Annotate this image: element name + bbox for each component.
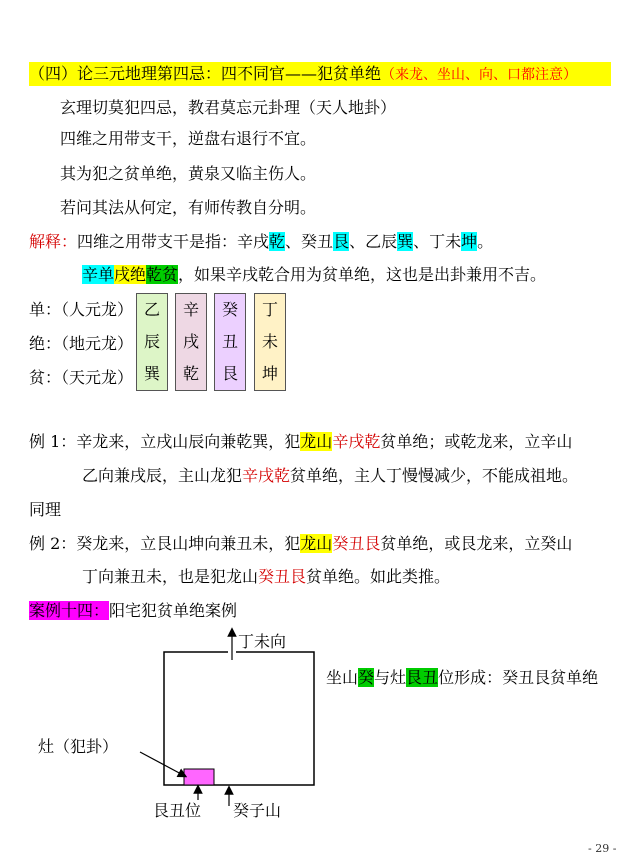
title-main: （四）论三元地理第四忌：四不同官——犯贫单绝 bbox=[29, 64, 382, 83]
explain-line-2: 辛单戌绝乾贫，如果辛戌乾合用为贫单绝，这也是出卦兼用不吉。 bbox=[82, 265, 547, 284]
explain-label: 解释： bbox=[29, 232, 78, 251]
example2-line-1: 例 2：癸龙来，立艮山坤向兼丑未，犯龙山癸丑艮贫单绝，或艮龙来，立癸山 bbox=[29, 534, 573, 553]
poem-line-3: 其为犯之贫单绝，黄泉又临主伤人。 bbox=[60, 164, 317, 183]
poem-line-4: 若问其法从何定，有师传教自分明。 bbox=[60, 198, 317, 217]
row-label-pin: 贫：（天元龙） bbox=[29, 368, 134, 387]
diagram-zao-label: 灶（犯卦） bbox=[38, 737, 119, 756]
case-title: 阳宅犯贫单绝案例 bbox=[109, 601, 238, 620]
gua-box-yi: 乙 辰 巽 bbox=[136, 293, 168, 391]
case-label: 案例十四： bbox=[29, 601, 110, 620]
poem-line-1: 玄理切莫犯四忌，教君莫忘元卦理（天人地卦） bbox=[60, 98, 397, 117]
page-number: - 29 - bbox=[588, 842, 617, 855]
gua-box-xin: 辛 戌 乾 bbox=[175, 293, 207, 391]
diagram-bottom-left: 艮丑位 bbox=[153, 801, 202, 820]
example2-line-2: 丁向兼丑未，也是犯龙山癸丑艮贫单绝。如此类推。 bbox=[82, 567, 451, 586]
title-note: （来龙、坐山、向、口都注意） bbox=[381, 67, 578, 83]
diagram-right-text: 坐山癸与灶艮丑位形成：癸丑艮贫单绝 bbox=[326, 668, 599, 687]
poem-line-2: 四维之用带支干，逆盘右退行不宜。 bbox=[60, 129, 317, 148]
stove-box bbox=[184, 769, 214, 785]
diagram-bottom-right: 癸子山 bbox=[233, 801, 282, 820]
diagram-top-label: 丁未向 bbox=[238, 632, 287, 651]
row-label-jue: 绝：（地元龙） bbox=[29, 334, 134, 353]
row-label-dan: 单：（人元龙） bbox=[29, 300, 134, 319]
example1-line-1: 例 1：辛龙来，立戌山辰向兼乾巽，犯龙山辛戌乾贫单绝；或乾龙来，立辛山 bbox=[29, 432, 573, 451]
tongli-text: 同理 bbox=[29, 500, 62, 519]
explain-line: 解释：四维之用带支干是指：辛戌乾、癸丑艮、乙辰巽、丁未坤。 bbox=[29, 232, 494, 251]
example1-line-2: 乙向兼戌辰，主山龙犯辛戌乾贫单绝，主人丁慢慢减少，不能成祖地。 bbox=[82, 466, 579, 485]
gua-box-ding: 丁 未 坤 bbox=[254, 293, 286, 391]
gua-box-gui: 癸 丑 艮 bbox=[214, 293, 246, 391]
